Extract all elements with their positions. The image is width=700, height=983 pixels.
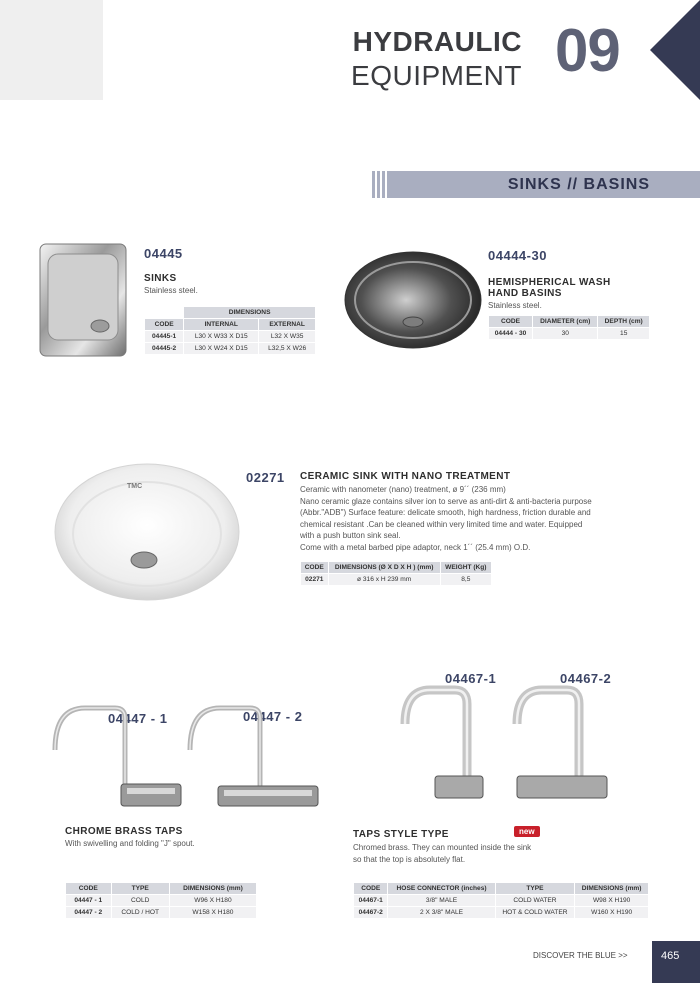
table-cell: 2 X 3/8" MALE — [388, 907, 495, 919]
table-header: HOSE CONNECTOR (inches) — [388, 883, 495, 895]
table-header: TYPE — [111, 883, 169, 895]
product-code-04447-1: 04447 - 1 — [108, 711, 168, 726]
table-cell: L30 X W33 X D15 — [184, 331, 259, 343]
ceramic-sink-image — [52, 462, 242, 610]
table-cell: 04447 - 2 — [66, 907, 112, 919]
desc-line: Ceramic with nanometer (nano) treatment, ø 9´´ (236 mm) — [300, 485, 506, 494]
table-row — [354, 907, 649, 919]
table-cell: L30 X W24 X D15 — [184, 343, 259, 355]
table-cell: 30 — [533, 328, 598, 340]
table-row — [145, 343, 316, 355]
table-header: DEPTH (cm) — [598, 316, 650, 328]
product-desc-style-taps-2: so that the top is absolutely flat. — [353, 855, 466, 864]
rectangular-sink-image — [38, 240, 130, 360]
product-desc-sinks: Stainless steel. — [144, 286, 198, 295]
desc-line: chemical resistant .Can be cleaned within very limited time and water. Equipped — [300, 519, 583, 529]
table-cell: 15 — [598, 328, 650, 340]
chapter-title-bold: HYDRAULIC — [352, 26, 522, 57]
table-blank — [145, 307, 184, 319]
table-header: DIMENSIONS (mm) — [575, 883, 649, 895]
chrome-tap-single-image — [45, 700, 190, 820]
table-header: CODE — [301, 562, 329, 574]
product-name-sinks: SINKS — [144, 273, 177, 284]
table-cell: W98 X H190 — [575, 895, 649, 907]
product-name-hemispherical-1: HEMISPHERICAL WASH — [488, 277, 611, 288]
table-cell: 04445-1 — [145, 331, 184, 343]
desc-line: Nano ceramic glaze contains silver ion to serve as anti-dirt & anti-bacteria purpose — [300, 496, 592, 506]
table-row — [145, 331, 316, 343]
product-name-hemispherical-2: HAND BASINS — [488, 288, 562, 299]
table-cell: L32,5 X W26 — [259, 343, 316, 355]
chapter-number: 09 — [555, 17, 620, 84]
section-stripes — [372, 171, 390, 198]
desc-line: with a push button sink seal. — [300, 531, 401, 540]
table-row — [354, 895, 649, 907]
table-cell: COLD / HOT — [111, 907, 169, 919]
product-code-04467-2: 04467-2 — [560, 671, 612, 686]
table-cell: 8,5 — [440, 574, 491, 586]
table-cell: 02271 — [301, 574, 329, 586]
product-code-04467-1: 04467-1 — [445, 671, 497, 686]
ceramic-table — [300, 561, 492, 586]
chrome-tap-double-image — [180, 700, 325, 820]
table-header: DIMENSIONS (Ø X D X H ) (mm) — [328, 562, 440, 574]
table-cell: L32 X W35 — [259, 331, 316, 343]
table-cell: COLD — [111, 895, 169, 907]
table-row — [66, 895, 257, 907]
chapter-title-light: EQUIPMENT — [351, 60, 522, 91]
section-band — [390, 171, 700, 198]
product-desc-hemispherical: Stainless steel. — [488, 301, 542, 310]
table-cell: 04444 - 30 — [489, 328, 533, 340]
desc-line: Come with a metal barbed pipe adaptor, neck 1´´ (25.4 mm) O.D. — [300, 542, 531, 552]
table-cell: 04447 - 1 — [66, 895, 112, 907]
table-header: CODE — [145, 319, 184, 331]
product-code-04447-2: 04447 - 2 — [243, 709, 303, 724]
page-number-box — [652, 941, 700, 983]
table-cell: W158 X H180 — [169, 907, 256, 919]
style-tap-double-image — [505, 684, 615, 814]
sinks-table — [144, 306, 316, 355]
table-cell: 04467-1 — [354, 895, 388, 907]
table-header: WEIGHT (Kg) — [440, 562, 491, 574]
product-code-04444-30: 04444-30 — [488, 248, 547, 263]
table-cell: 04467-2 — [354, 907, 388, 919]
table-row — [301, 574, 492, 586]
table-cell: 04445-2 — [145, 343, 184, 355]
table-header: EXTERNAL — [259, 319, 316, 331]
table-header: DIMENSIONS (mm) — [169, 883, 256, 895]
table-cell: W96 X H180 — [169, 895, 256, 907]
product-desc-chrome-taps: With swivelling and folding "J" spout. — [65, 839, 195, 848]
style-taps-table — [353, 882, 649, 919]
tmc-logo: TMC — [127, 483, 143, 490]
table-cell: ø 316 x H 239 mm — [328, 574, 440, 586]
table-cell: HOT & COLD WATER — [495, 907, 575, 919]
corner-block — [0, 0, 103, 100]
hemispherical-basin-image — [343, 250, 483, 350]
product-name-chrome-taps: CHROME BRASS TAPS — [65, 826, 183, 837]
chapter-triangle — [650, 0, 700, 100]
product-code-02271: 02271 — [246, 470, 285, 485]
table-header: DIAMETER (cm) — [533, 316, 598, 328]
product-desc-ceramic — [300, 484, 650, 553]
chrome-taps-table — [65, 882, 257, 919]
product-name-style-taps: TAPS STYLE TYPE — [353, 829, 449, 840]
product-desc-style-taps-1: Chromed brass. They can mounted inside the sink — [353, 843, 532, 852]
table-cell: W160 X H190 — [575, 907, 649, 919]
table-cell: COLD WATER — [495, 895, 575, 907]
table-header: CODE — [354, 883, 388, 895]
table-row — [66, 907, 257, 919]
table-cell: 3/8" MALE — [388, 895, 495, 907]
footer-tagline: DISCOVER THE BLUE >> — [533, 951, 628, 960]
desc-line: (Abbr."ADB") Surface feature: delicate smooth, high hardness, friction durable and — [300, 508, 591, 517]
table-header: INTERNAL — [184, 319, 259, 331]
table-row — [489, 328, 650, 340]
hemispherical-table — [488, 315, 650, 340]
table-header: CODE — [66, 883, 112, 895]
product-code-04445: 04445 — [144, 246, 183, 261]
section-title: SINKS // BASINS — [507, 176, 650, 193]
product-name-ceramic: CERAMIC SINK WITH NANO TREATMENT — [300, 471, 511, 482]
new-badge: new — [514, 826, 540, 837]
table-header: CODE — [489, 316, 533, 328]
table-header: DIMENSIONS — [184, 307, 316, 319]
page-number: 465 — [661, 950, 680, 962]
table-header: TYPE — [495, 883, 575, 895]
style-tap-single-image — [395, 684, 495, 814]
